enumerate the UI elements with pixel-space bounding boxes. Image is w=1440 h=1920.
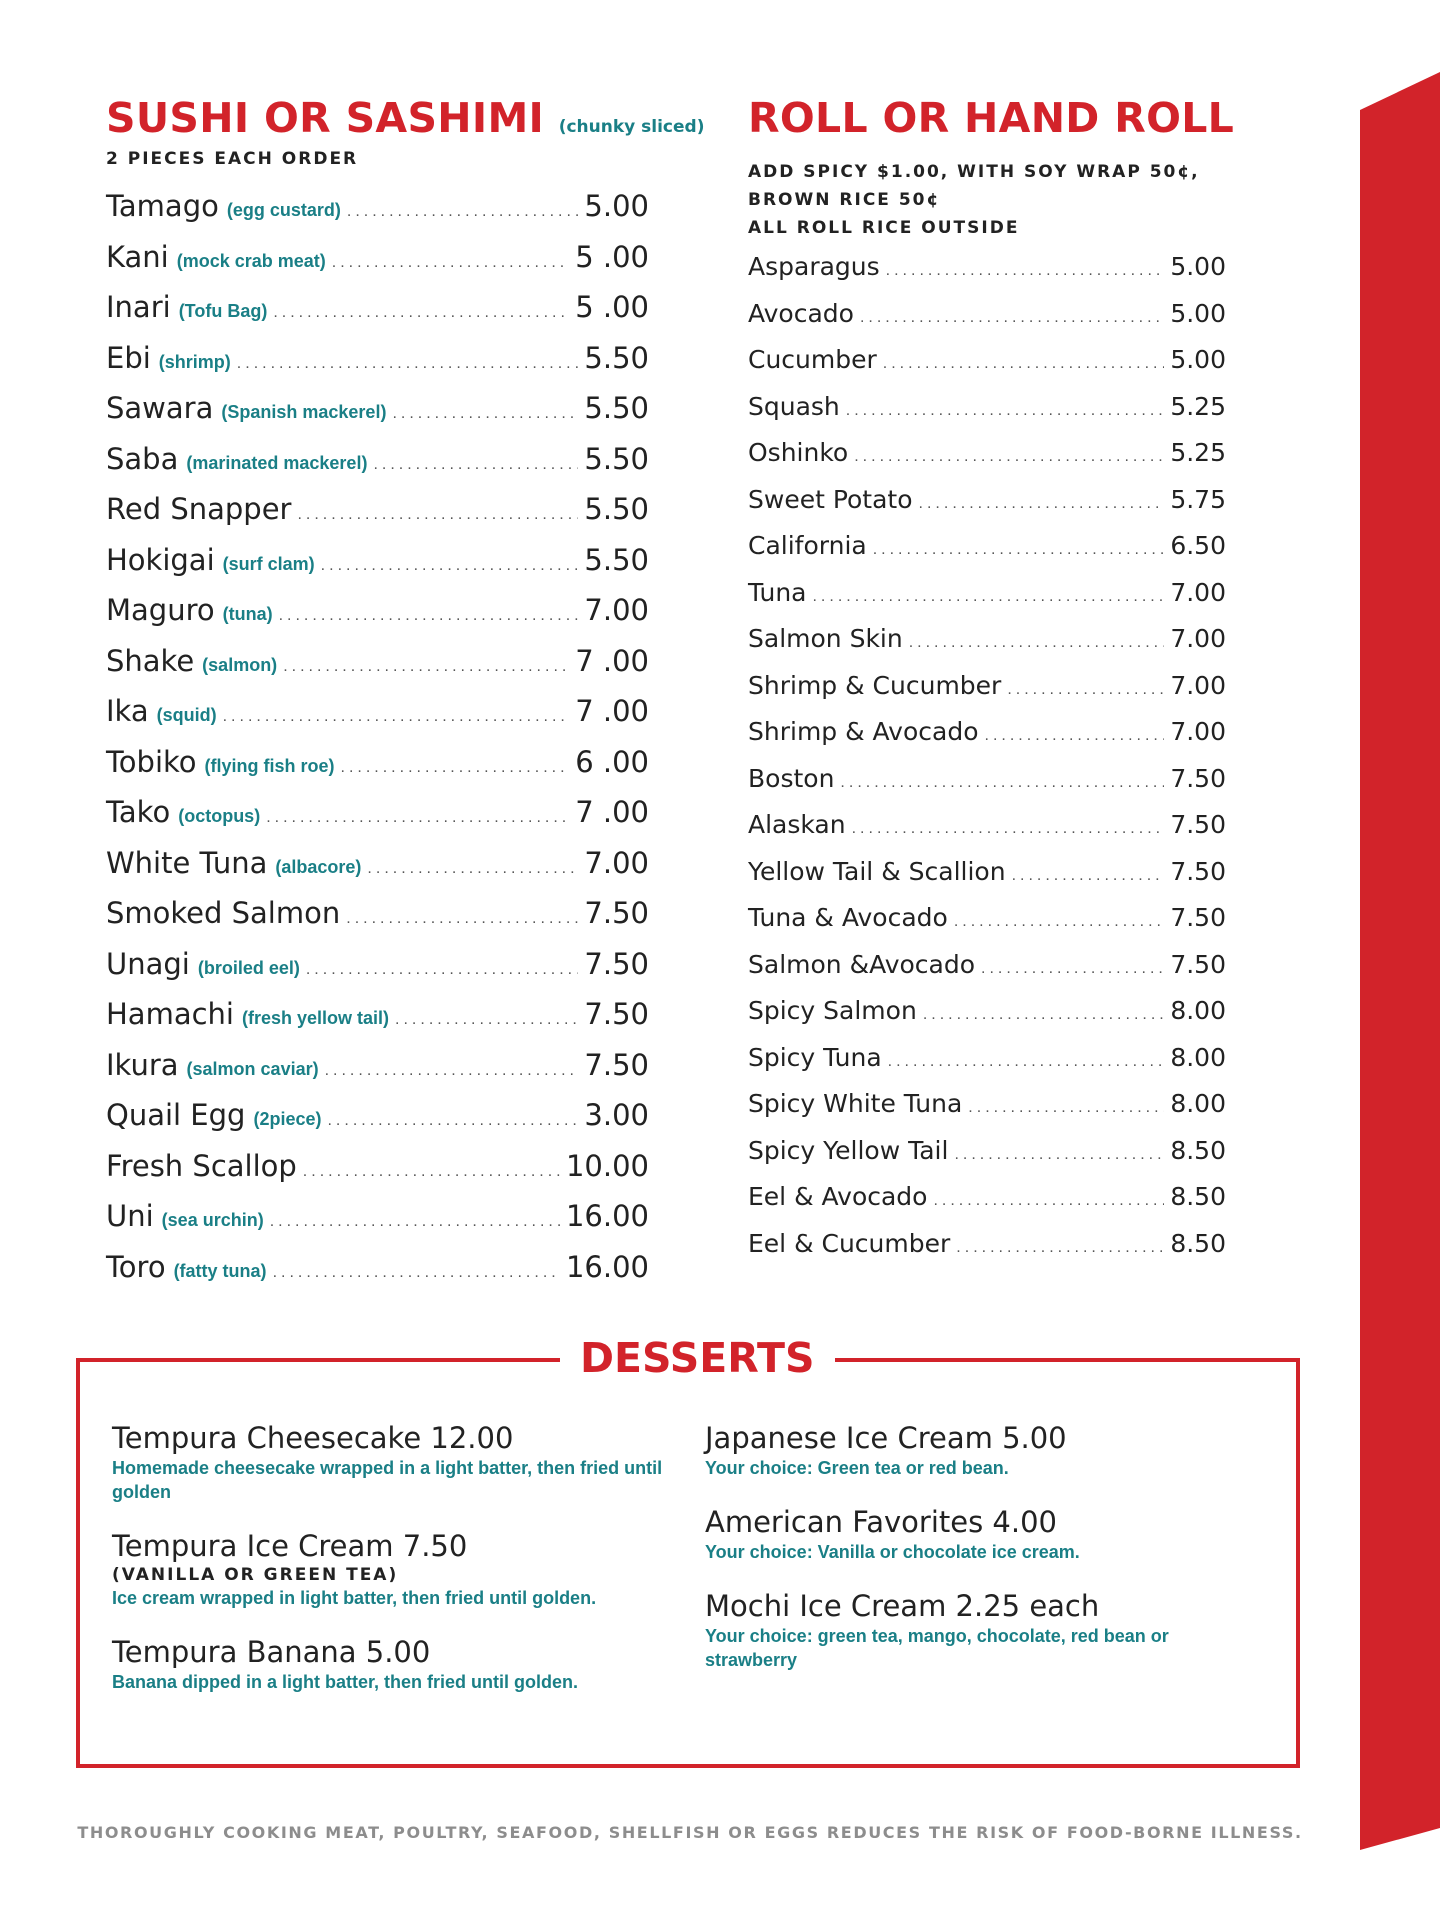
- dot-leader: [812, 588, 1164, 606]
- dessert-name: American Favorites 4.00: [705, 1505, 1058, 1539]
- item-name: Eel & Cucumber: [748, 1228, 951, 1258]
- roll-item: [748, 1182, 1226, 1229]
- dessert-name: Japanese Ice Cream 5.00: [705, 1421, 1067, 1455]
- dot-leader: [321, 557, 579, 575]
- dot-leader: [303, 1163, 560, 1181]
- item-price: 7.50: [584, 896, 649, 930]
- sushi-item: [106, 1149, 649, 1200]
- item-name: Ika: [106, 694, 149, 728]
- dot-leader: [883, 355, 1165, 373]
- dessert-description: Ice cream wrapped in light batter, then fried until golden.: [112, 1588, 597, 1608]
- item-price: 7 .00: [575, 694, 649, 728]
- sushi-subtitle: 2 PIECES EACH ORDER: [106, 149, 359, 169]
- item-price: 5.50: [584, 542, 649, 577]
- item-name: Salmon Skin: [748, 624, 903, 653]
- item-price: 5.50: [584, 391, 649, 425]
- roll-notes: [748, 158, 1226, 242]
- sushi-item: [106, 745, 649, 796]
- item-name: Maguro: [106, 593, 215, 627]
- item-name: White Tuna: [106, 845, 268, 880]
- sushi-item: [106, 795, 649, 846]
- sushi-item: [106, 1048, 649, 1099]
- item-description: (salmon): [202, 654, 278, 675]
- item-name: Hamachi: [106, 997, 234, 1031]
- item-name: Kani: [106, 239, 169, 274]
- item-price: 16.00: [565, 1199, 649, 1233]
- sushi-title: [106, 92, 705, 153]
- dessert-name: Tempura Cheesecake 12.00: [112, 1421, 514, 1455]
- roll-item: [748, 252, 1226, 299]
- item-price: 8.00: [1170, 996, 1226, 1025]
- dot-leader: [1012, 867, 1165, 885]
- sushi-item-list: [106, 189, 649, 1300]
- sushi-section: [106, 92, 705, 1300]
- roll-item: [748, 996, 1226, 1043]
- dot-leader: [237, 355, 579, 373]
- item-price: 5 .00: [575, 239, 649, 274]
- item-price: 16.00: [565, 1249, 649, 1284]
- sushi-item: [106, 997, 649, 1048]
- item-price: 8.50: [1170, 1228, 1226, 1258]
- item-name: Tobiko: [106, 744, 197, 779]
- sushi-item: [106, 947, 649, 998]
- sushi-item: [106, 1098, 649, 1149]
- dot-leader: [923, 1006, 1165, 1024]
- dot-leader: [873, 541, 1165, 559]
- item-price: 5.50: [584, 492, 649, 526]
- sushi-item: [106, 240, 649, 291]
- sushi-title-note: (chunky sliced): [558, 117, 705, 137]
- dot-leader: [367, 860, 578, 878]
- dot-leader: [306, 961, 579, 979]
- item-price: 3.00: [584, 1098, 649, 1132]
- item-name: Uni: [106, 1199, 154, 1233]
- dot-leader: [954, 1146, 1164, 1164]
- item-price: 7 .00: [575, 795, 649, 829]
- dot-leader: [852, 820, 1165, 838]
- item-price: 7.50: [584, 946, 649, 981]
- dot-leader: [392, 405, 578, 423]
- dot-leader: [886, 262, 1165, 280]
- dot-leader: [325, 1062, 579, 1080]
- item-price: 6.50: [1170, 531, 1226, 560]
- dot-leader: [854, 448, 1164, 466]
- sushi-item: [106, 896, 649, 947]
- roll-item: [748, 764, 1226, 811]
- sushi-item: [106, 543, 649, 594]
- item-name: Tamago: [106, 189, 219, 223]
- sushi-item: [106, 644, 649, 695]
- item-price: 6 .00: [575, 744, 649, 779]
- item-description: (albacore): [275, 856, 362, 877]
- dot-leader: [985, 727, 1165, 745]
- dot-leader: [981, 960, 1164, 978]
- dot-leader: [347, 203, 579, 221]
- item-price: 8.50: [1170, 1182, 1226, 1211]
- dot-leader: [956, 1239, 1164, 1257]
- dessert-description: Your choice: green tea, mango, chocolate, red bean or strawberry: [705, 1626, 1169, 1670]
- item-description: (egg custard): [226, 200, 341, 220]
- sushi-title-text: SUSHI OR SASHIMI: [106, 94, 545, 142]
- dot-leader: [395, 1011, 578, 1029]
- item-name: Smoked Salmon: [106, 896, 341, 930]
- roll-item-list: [748, 252, 1226, 1275]
- sushi-item: [106, 290, 649, 341]
- dessert-item: [112, 1420, 692, 1504]
- dot-leader: [266, 809, 569, 827]
- item-price: 8.00: [1170, 1042, 1226, 1072]
- item-price: 5.50: [584, 340, 649, 375]
- item-name: Spicy White Tuna: [748, 1089, 963, 1118]
- item-name: Boston: [748, 763, 835, 793]
- item-name: Sweet Potato: [748, 484, 913, 514]
- roll-item: [748, 1043, 1226, 1090]
- item-description: (octopus): [178, 806, 261, 826]
- item-name: Asparagus: [748, 252, 880, 281]
- item-name: California: [748, 531, 867, 560]
- item-name: Ebi: [106, 340, 151, 375]
- roll-item: [748, 438, 1226, 485]
- roll-item: [748, 485, 1226, 532]
- item-price: 7.50: [584, 1047, 649, 1082]
- dessert-item: [705, 1504, 1265, 1564]
- dot-leader: [223, 708, 570, 726]
- item-price: 10.00: [565, 1148, 649, 1183]
- dessert-subtitle: (VANILLA OR GREEN TEA): [112, 1565, 399, 1585]
- roll-note: ALL ROLL RICE OUTSIDE: [748, 218, 1020, 238]
- dot-leader: [919, 495, 1165, 513]
- dessert-item: [705, 1588, 1265, 1672]
- item-name: Spicy Tuna: [748, 1042, 882, 1072]
- sushi-item: [106, 341, 649, 392]
- item-name: Eel & Avocado: [748, 1182, 928, 1211]
- item-price: 7.00: [1170, 577, 1226, 607]
- roll-item: [748, 717, 1226, 764]
- item-description: (mock crab meat): [176, 250, 326, 271]
- item-price: 7 .00: [575, 643, 649, 678]
- item-price: 7.50: [584, 997, 649, 1031]
- item-description: (2piece): [253, 1109, 322, 1129]
- item-price: 7.00: [584, 845, 649, 880]
- roll-item: [748, 392, 1226, 439]
- dot-leader: [954, 913, 1164, 931]
- dot-leader: [346, 910, 578, 928]
- dessert-item: [705, 1420, 1265, 1480]
- item-name: Spicy Salmon: [748, 996, 917, 1025]
- roll-item: [748, 671, 1226, 718]
- item-name: Shrimp & Cucumber: [748, 670, 1002, 700]
- roll-note: BROWN RICE 50¢: [748, 190, 941, 210]
- dot-leader: [846, 402, 1165, 420]
- sushi-item: [106, 1250, 649, 1301]
- item-name: Cucumber: [748, 345, 877, 374]
- item-name: Quail Egg: [106, 1098, 246, 1132]
- roll-item: [748, 345, 1226, 392]
- dot-leader: [860, 309, 1164, 327]
- item-description: (tuna): [222, 604, 273, 624]
- item-name: Yellow Tail & Scallion: [748, 856, 1006, 886]
- item-price: 7.50: [1170, 810, 1226, 839]
- roll-item: [748, 299, 1226, 346]
- dessert-item: [112, 1634, 692, 1694]
- dot-leader: [332, 254, 569, 272]
- dessert-description: Banana dipped in a light batter, then fried until golden.: [112, 1672, 579, 1692]
- item-price: 7.00: [1170, 670, 1226, 700]
- item-price: 7.50: [1170, 949, 1226, 979]
- item-price: 5.00: [584, 189, 649, 223]
- roll-item: [748, 1229, 1226, 1276]
- dot-leader: [327, 1112, 578, 1130]
- item-name: Toro: [106, 1249, 166, 1284]
- dessert-description: Homemade cheesecake wrapped in a light batter, then fried until golden: [112, 1458, 663, 1502]
- roll-item: [748, 531, 1226, 578]
- item-description: (broiled eel): [197, 957, 300, 978]
- item-name: Shrimp & Avocado: [748, 717, 979, 746]
- dessert-name: Tempura Banana 5.00: [112, 1635, 431, 1669]
- dot-leader: [840, 774, 1164, 792]
- roll-note: ADD SPICY $1.00, WITH SOY WRAP 50¢,: [748, 162, 1200, 182]
- item-name: Sawara: [106, 391, 214, 425]
- item-name: Oshinko: [748, 438, 849, 467]
- item-name: Squash: [748, 391, 840, 421]
- item-name: Alaskan: [748, 810, 846, 839]
- item-name: Salmon &Avocado: [748, 949, 976, 979]
- sushi-item: [106, 1199, 649, 1250]
- decorative-red-band: [1360, 0, 1440, 1920]
- dot-leader: [273, 304, 569, 322]
- item-price: 5.00: [1170, 345, 1226, 374]
- roll-item: [748, 857, 1226, 904]
- item-name: Tuna & Avocado: [748, 903, 948, 932]
- item-name: Tuna: [748, 577, 807, 607]
- desserts-left-column: [112, 1420, 692, 1718]
- item-description: (flying fish roe): [204, 755, 335, 776]
- item-price: 5.00: [1170, 298, 1226, 328]
- dot-leader: [283, 658, 569, 676]
- item-price: 5.00: [1170, 252, 1226, 281]
- item-description: (salmon caviar): [186, 1058, 319, 1079]
- sushi-item: [106, 442, 649, 493]
- sushi-item: [106, 189, 649, 240]
- item-name: Tako: [106, 795, 171, 829]
- item-description: (marinated mackerel): [186, 452, 368, 473]
- sushi-item: [106, 694, 649, 745]
- item-name: Fresh Scallop: [106, 1148, 297, 1183]
- sushi-item: [106, 846, 649, 897]
- item-name: Red Snapper: [106, 492, 292, 526]
- item-price: 5.25: [1170, 391, 1226, 421]
- dot-leader: [279, 607, 579, 625]
- item-description: (Spanish mackerel): [221, 402, 387, 422]
- item-price: 7.50: [1170, 903, 1226, 932]
- roll-item: [748, 578, 1226, 625]
- sushi-item: [106, 593, 649, 644]
- item-description: (fresh yellow tail): [241, 1008, 390, 1028]
- roll-item: [748, 624, 1226, 671]
- item-description: (sea urchin): [161, 1210, 264, 1230]
- item-price: 5 .00: [575, 290, 649, 324]
- item-name: Inari: [106, 290, 171, 324]
- item-price: 5.75: [1170, 484, 1226, 514]
- dessert-name: Tempura Ice Cream 7.50: [112, 1529, 468, 1563]
- item-name: Saba: [106, 441, 179, 476]
- item-name: Shake: [106, 643, 195, 678]
- item-description: (Tofu Bag): [178, 301, 268, 321]
- item-description: (surf clam): [222, 553, 315, 574]
- roll-section: [748, 92, 1235, 1275]
- dessert-description: Your choice: Green tea or red bean.: [705, 1458, 1009, 1478]
- dessert-item: [112, 1528, 692, 1610]
- item-description: (fatty tuna): [173, 1260, 267, 1281]
- item-price: 5.25: [1170, 438, 1226, 467]
- item-price: 5.50: [584, 441, 649, 476]
- dot-leader: [297, 506, 578, 524]
- item-price: 8.50: [1170, 1135, 1226, 1165]
- dessert-name: Mochi Ice Cream 2.25 each: [705, 1589, 1100, 1623]
- item-price: 7.50: [1170, 856, 1226, 886]
- item-price: 7.00: [1170, 624, 1226, 653]
- dot-leader: [373, 456, 578, 474]
- roll-item: [748, 1136, 1226, 1183]
- dot-leader: [888, 1053, 1165, 1071]
- roll-item: [748, 810, 1226, 857]
- item-description: (squid): [156, 705, 217, 725]
- roll-item: [748, 950, 1226, 997]
- sushi-item: [106, 391, 649, 442]
- dot-leader: [968, 1099, 1164, 1117]
- item-name: Unagi: [106, 946, 190, 981]
- item-name: Spicy Yellow Tail: [748, 1135, 949, 1165]
- item-name: Hokigai: [106, 542, 215, 577]
- roll-item: [748, 903, 1226, 950]
- roll-title: ROLL OR HAND ROLL: [748, 94, 1235, 142]
- item-name: Ikura: [106, 1047, 179, 1082]
- item-price: 7.50: [1170, 763, 1226, 793]
- item-price: 7.00: [1170, 717, 1226, 746]
- dot-leader: [273, 1264, 560, 1282]
- item-price: 7.00: [584, 593, 649, 627]
- dot-leader: [341, 759, 570, 777]
- food-safety-footer: THOROUGHLY COOKING MEAT, POULTRY, SEAFOOD, SHELLFISH OR EGGS REDUCES THE RISK OF FOOD-BORNE ILLNESS.: [77, 1823, 1303, 1842]
- dot-leader: [909, 634, 1165, 652]
- roll-item: [748, 1089, 1226, 1136]
- item-price: 8.00: [1170, 1089, 1226, 1118]
- dessert-description: Your choice: Vanilla or chocolate ice cream.: [705, 1542, 1080, 1562]
- desserts-title: DESSERTS: [560, 1332, 835, 1384]
- dot-leader: [933, 1192, 1164, 1210]
- item-name: Avocado: [748, 298, 854, 328]
- dot-leader: [270, 1213, 560, 1231]
- sushi-item: [106, 492, 649, 543]
- item-description: (shrimp): [158, 351, 231, 372]
- dot-leader: [1007, 681, 1164, 699]
- desserts-right-column: [705, 1420, 1265, 1696]
